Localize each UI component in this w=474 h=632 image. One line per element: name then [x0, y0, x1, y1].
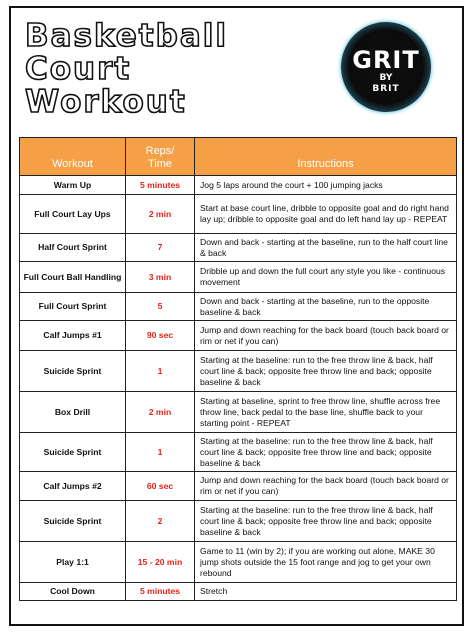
- instructions-cell: Jump and down reaching for the back board (touch back board or rim or net if you can): [195, 321, 457, 351]
- instructions-cell: Dribble up and down the full court any style you like - continuous movement: [195, 262, 457, 293]
- workout-cell: Full Court Ball Handling: [20, 262, 126, 293]
- column-header-instructions: Instructions: [195, 138, 457, 176]
- reps-time-cell: 5 minutes: [126, 583, 195, 601]
- table-row: [20, 392, 457, 433]
- instructions-cell: Jog 5 laps around the court + 100 jumping jacks: [195, 176, 457, 195]
- workout-cell: Play 1:1: [20, 542, 126, 583]
- logo-by-text: BY: [379, 73, 393, 83]
- column-header-reps-time: [126, 138, 195, 176]
- workout-cell: Box Drill: [20, 392, 126, 433]
- instructions-cell: Starting at baseline, sprint to free throw line, shuffle across free throw line, back pedal to the base line, shuffle back to your starting point - REPEAT: [195, 392, 457, 433]
- instructions-cell: Start at base court line, dribble to opposite goal and do right hand lay up; dribble to opposite goal and do left hand lay up - REPEAT: [195, 195, 457, 234]
- workout-sheet: [9, 6, 464, 626]
- instructions-cell: Starting at the baseline: run to the free throw line & back, half court line & back; opposite free throw line and back; opposite baseline & back: [195, 351, 457, 392]
- table-row: [20, 583, 457, 601]
- table-row: [20, 293, 457, 321]
- workout-cell: Suicide Sprint: [20, 433, 126, 472]
- workout-cell: Suicide Sprint: [20, 351, 126, 392]
- reps-time-cell: 2 min: [126, 392, 195, 433]
- workout-cell: Warm Up: [20, 176, 126, 195]
- instructions-cell: Starting at the baseline: run to the free throw line & back, half court line & back; opposite free throw line and back; opposite baseline & back: [195, 501, 457, 542]
- grit-by-brit-logo: [341, 22, 431, 112]
- page-title: Basketball Court Workout: [25, 18, 228, 120]
- table-header-row: [20, 138, 457, 176]
- table-row: [20, 234, 457, 262]
- table-row: [20, 262, 457, 293]
- reps-time-cell: 60 sec: [126, 472, 195, 501]
- table-row: [20, 542, 457, 583]
- instructions-cell: Jump and down reaching for the back board (touch back board or rim or net if you can): [195, 472, 457, 501]
- reps-time-cell: 5: [126, 293, 195, 321]
- reps-time-cell: 7: [126, 234, 195, 262]
- instructions-cell: Stretch: [195, 583, 457, 601]
- instructions-cell: Down and back - starting at the baseline, run to the opposite baseline & back: [195, 293, 457, 321]
- reps-time-cell: 2 min: [126, 195, 195, 234]
- workout-table: [19, 137, 457, 601]
- reps-time-cell: 1: [126, 433, 195, 472]
- table-row: [20, 195, 457, 234]
- table-row: [20, 351, 457, 392]
- workout-cell: Calf Jumps #2: [20, 472, 126, 501]
- column-header-workout: Workout: [20, 138, 126, 176]
- logo-name-text: BRIT: [372, 84, 400, 94]
- workout-cell: Half Court Sprint: [20, 234, 126, 262]
- workout-cell: Full Court Sprint: [20, 293, 126, 321]
- table-row: [20, 501, 457, 542]
- workout-cell: Cool Down: [20, 583, 126, 601]
- workout-cell: Calf Jumps #1: [20, 321, 126, 351]
- reps-time-cell: 3 min: [126, 262, 195, 293]
- table-row: [20, 472, 457, 501]
- workout-cell: Suicide Sprint: [20, 501, 126, 542]
- table-row: [20, 433, 457, 472]
- reps-time-cell: 2: [126, 501, 195, 542]
- reps-time-cell: 5 minutes: [126, 176, 195, 195]
- workout-cell: Full Court Lay Ups: [20, 195, 126, 234]
- reps-time-cell: 15 - 20 min: [126, 542, 195, 583]
- instructions-cell: Starting at the baseline: run to the free throw line & back, half court line & back; opposite free throw line and back; opposite baseline & back: [195, 433, 457, 472]
- logo-main-text: GRIT: [352, 46, 420, 74]
- instructions-cell: Game to 11 (win by 2); if you are working out alone, MAKE 30 jump shots outside the 15 foot range and jog to get your own rebound: [195, 542, 457, 583]
- table-row: [20, 321, 457, 351]
- instructions-cell: Down and back - starting at the baseline, run to the half court line & back: [195, 234, 457, 262]
- table-row: [20, 176, 457, 195]
- reps-time-cell: 90 sec: [126, 321, 195, 351]
- reps-time-cell: 1: [126, 351, 195, 392]
- column-header-reps-time-text: Reps/ Time: [145, 145, 175, 170]
